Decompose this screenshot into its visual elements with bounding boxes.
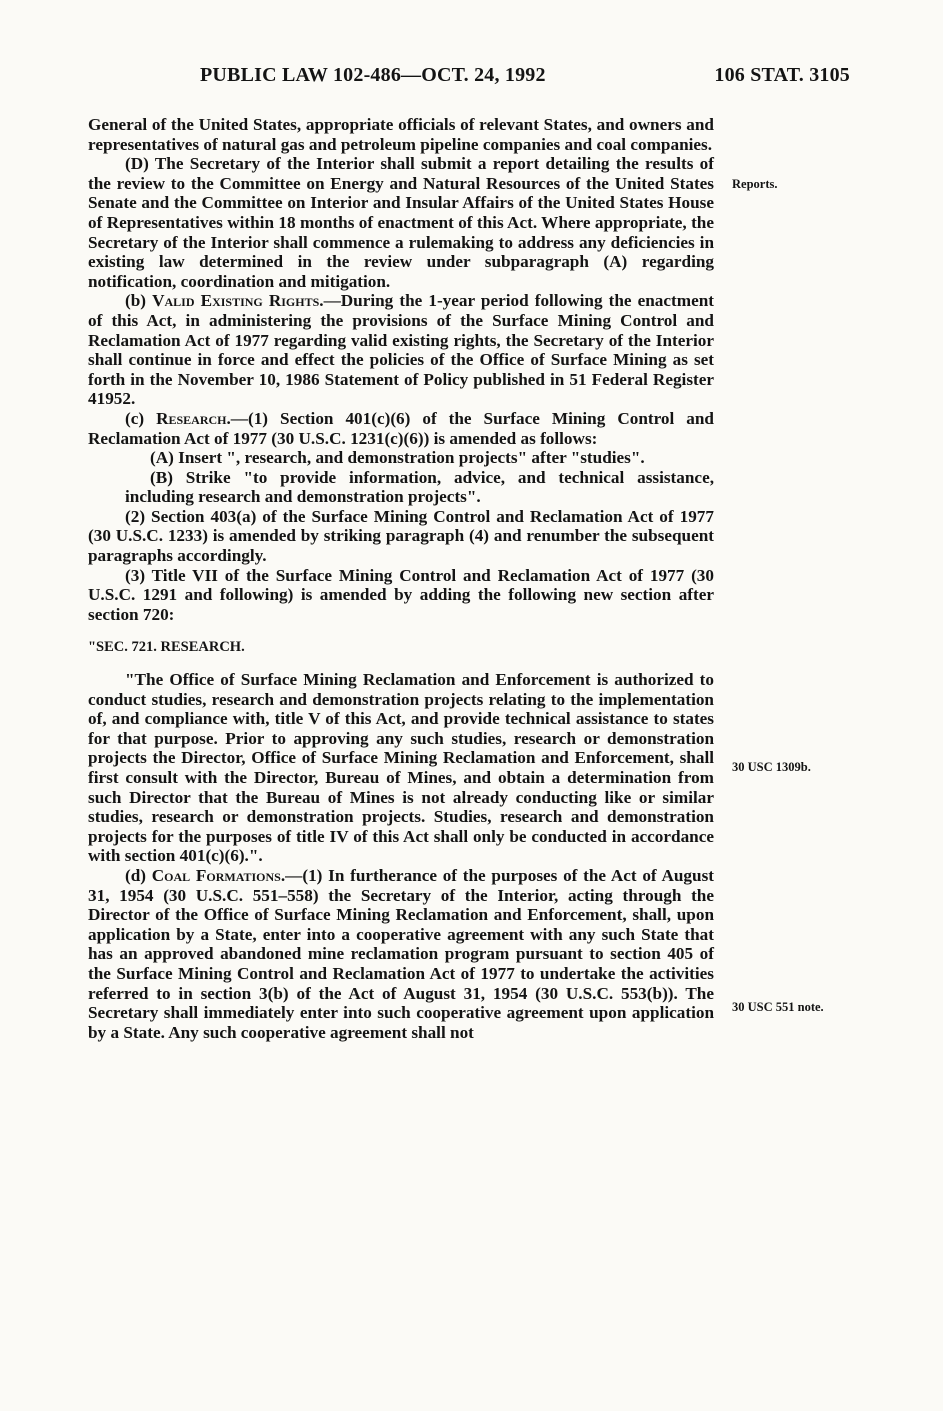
margin-note-reports: Reports. xyxy=(732,177,778,191)
clause-a-insert: (A) Insert ", research, and demonstration projects" after "studies". xyxy=(150,448,645,468)
subsection-label: (c) xyxy=(125,408,157,428)
subsection-heading: Coal Formations xyxy=(151,865,281,885)
subsection-text: .—(1) In furtherance of the purposes of the Act of August 31, 1954 (30 U.S.C. 551–558) the Secretary of the Interior, acting through the Director of the Office of Surface Mining Reclamation and Enforcement, shall, upon application by a State, enter into a cooperative agreement with any such State that has an approved abandoned mine reclamation program pursuant to section 405 of the Surface Mining Control and Reclamation Act of 1977 to undertake the activities referred to in section 3(b) of the Act of August 31, 1954 (30 U.S.C. 553(b)). The Secretary shall immediately enter into such cooperative agreement upon application by a State. Any such cooperative agreement shall not xyxy=(88,865,714,1042)
header-stat-citation: 106 STAT. 3105 xyxy=(714,64,850,86)
paragraph-d-coal-formations xyxy=(88,866,714,1042)
subsection-heading: Research xyxy=(156,408,227,428)
paragraph-b-valid-existing-rights xyxy=(88,291,714,409)
clause-b-strike: (B) Strike "to provide information, advice, and technical assistance, including research and demonstration projects". xyxy=(125,467,714,507)
header-title: PUBLIC LAW 102-486—OCT. 24, 1992 xyxy=(200,64,546,86)
paragraph-c-3: (3) Title VII of the Surface Mining Control and Reclamation Act of 1977 (30 U.S.C. 1291 and following) is amended by adding the following new section after section 720: xyxy=(88,565,714,624)
section-721-text: "The Office of Surface Mining Reclamation and Enforcement is authorized to conduct studies, research and demonstration projects relating to the implementation of, and compliance with, title V of this Act, and provide technical assistance to states for that purpose. Prior to approving any such studies, research or demonstration projects the Director, Office of Surface Mining Reclamation and Enforcement, shall first consult with the Director, Bureau of Mines, and obtain a determination from such Director that the Bureau of Mines is not already conducting like or similar studies, research or demonstration projects. Studies, research and demonstration projects for the purposes of title IV of this Act shall only be conducted in accordance with section 401(c)(6).". xyxy=(88,670,714,866)
margin-note-usc-1309b: 30 USC 1309b. xyxy=(732,760,811,774)
subsection-heading: Valid Existing Rights xyxy=(152,291,320,311)
subsection-text: .—During the 1-year period following the enactment of this Act, in administering the provisions of the Surface Mining Control and Reclamation Act of 1977 regarding valid existing rights, the Secretary of the Interior shall continue in force and effect the policies of the Office of Surface Mining as set forth in the November 10, 1986 Statement of Policy published in 51 Federal Register 41952. xyxy=(88,291,714,409)
paragraph-continuation: General of the United States, appropriate officials of relevant States, and owners and representatives of natural gas and petroleum pipeline companies and coal companies. xyxy=(88,115,714,154)
margin-note-usc-551: 30 USC 551 note. xyxy=(732,1000,824,1014)
section-721-heading: "SEC. 721. RESEARCH. xyxy=(88,639,245,656)
body-text xyxy=(88,115,714,1042)
subsection-text: .—(1) Section 401(c)(6) of the Surface Mining Control and Reclamation Act of 1977 (30 U.S.C. 1231(c)(6)) is amended as follows: xyxy=(88,408,714,448)
paragraph-c-research xyxy=(88,409,714,448)
subsection-label: (d) xyxy=(125,865,152,885)
paragraph-c-2: (2) Section 403(a) of the Surface Mining Control and Reclamation Act of 1977 (30 U.S.C. 1233) is amended by striking paragraph (4) and renumber the subsequent paragraphs accordingly. xyxy=(88,506,714,566)
paragraph-d-report: (D) The Secretary of the Interior shall submit a report detailing the results of the review to the Committee on Energy and Natural Resources of the United States Senate and the Committee on Interior and Insular Affairs of the United States House of Representatives within 18 months of enactment of this Act. Where appropriate, the Secretary of the Interior shall commence a rulemaking to address any deficiencies in existing law determined in the review under subparagraph (A) regarding notification, coordination and mitigation. xyxy=(88,154,714,291)
subsection-label: (b) xyxy=(125,291,153,311)
